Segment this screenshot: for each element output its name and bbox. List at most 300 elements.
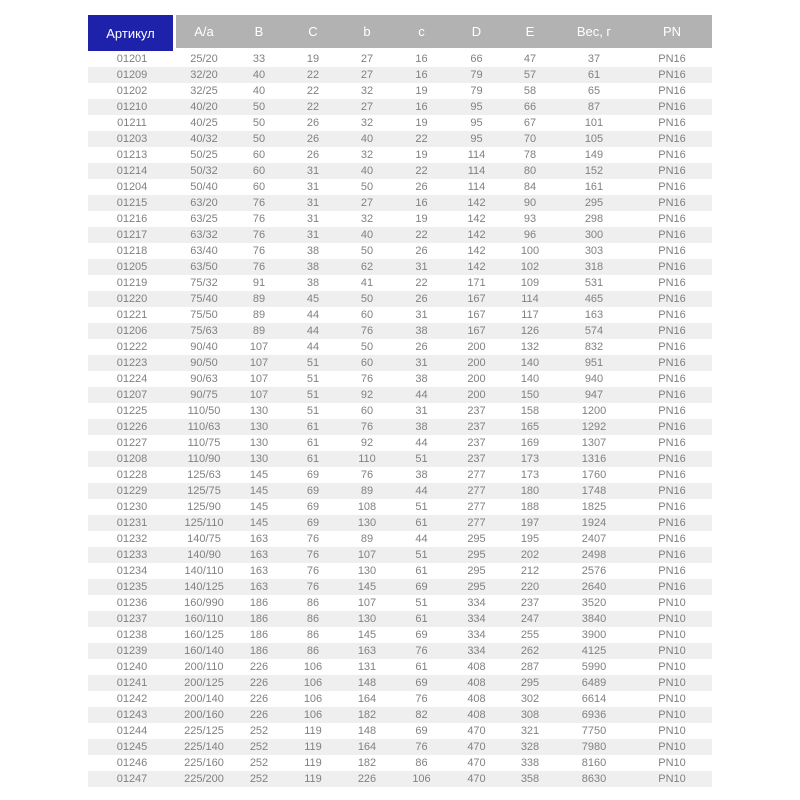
cell-artikul: 01240	[116, 661, 148, 673]
cell-b-upper: 145	[249, 485, 269, 497]
cell-c-lower: 82	[415, 709, 428, 721]
table-row	[88, 643, 712, 659]
cell-artikul: 01243	[116, 709, 148, 721]
cell-pn: PN16	[658, 53, 686, 65]
cell-a-over-a: 40/25	[190, 117, 218, 129]
cell-d: 95	[470, 101, 483, 113]
cell-b-upper: 252	[249, 773, 269, 785]
cell-weight: 163	[584, 309, 604, 321]
cell-d: 237	[467, 405, 486, 417]
cell-c-lower: 44	[415, 437, 428, 449]
cell-pn: PN16	[658, 485, 686, 497]
cell-b-lower: 50	[360, 293, 374, 305]
cell-pn: PN16	[658, 389, 686, 401]
cell-b-lower: 40	[360, 229, 374, 241]
cell-c-upper: 76	[306, 549, 320, 561]
cell-weight: 37	[587, 53, 601, 65]
cell-artikul: 01237	[116, 613, 148, 625]
cell-artikul: 01232	[116, 533, 148, 545]
cell-artikul: 01242	[116, 693, 148, 705]
cell-a-over-a: 63/20	[190, 197, 218, 209]
cell-e: 165	[520, 421, 540, 433]
cell-artikul: 01228	[116, 469, 148, 481]
cell-d: 66	[470, 53, 483, 65]
cell-b-lower: 163	[357, 645, 377, 657]
cell-b-upper: 50	[252, 101, 266, 113]
cell-b-lower: 107	[357, 549, 377, 561]
table-row	[88, 211, 712, 227]
table-row	[88, 83, 712, 99]
cell-b-upper: 76	[252, 213, 266, 225]
cell-c-upper: 86	[306, 597, 320, 609]
table-row	[88, 131, 712, 147]
cell-b-lower: 27	[360, 53, 374, 65]
cell-c-upper: 45	[306, 293, 320, 305]
cell-e: 126	[520, 325, 540, 337]
cell-e: 180	[520, 485, 540, 497]
cell-a-over-a: 90/63	[190, 373, 218, 385]
cell-c-upper: 106	[303, 661, 323, 673]
cell-b-upper: 76	[252, 229, 266, 241]
cell-b-lower: 89	[360, 485, 374, 497]
cell-b-lower: 32	[360, 149, 374, 161]
cell-pn: PN16	[658, 421, 686, 433]
cell-e: 57	[523, 69, 537, 81]
cell-c-upper: 31	[306, 165, 320, 177]
cell-d: 114	[467, 181, 486, 193]
cell-b-upper: 145	[249, 501, 269, 513]
cell-b-upper: 130	[249, 453, 269, 465]
cell-c-lower: 61	[415, 661, 428, 673]
column-header-c-upper: C	[286, 15, 340, 51]
cell-a-over-a: 160/125	[184, 629, 224, 641]
cell-e: 84	[523, 181, 537, 193]
table-row	[88, 99, 712, 115]
cell-d: 95	[470, 133, 483, 145]
cell-e: 90	[523, 197, 537, 209]
cell-c-upper: 61	[306, 437, 320, 449]
cell-d: 171	[467, 277, 486, 289]
cell-b-upper: 60	[252, 149, 266, 161]
cell-d: 200	[467, 341, 486, 353]
cell-d: 114	[467, 165, 486, 177]
cell-e: 100	[520, 245, 540, 257]
cell-d: 142	[467, 229, 486, 241]
cell-c-lower: 22	[415, 229, 428, 241]
cell-b-lower: 62	[360, 261, 374, 273]
cell-weight: 1200	[581, 405, 607, 417]
cell-b-lower: 60	[360, 309, 374, 321]
cell-pn: PN16	[658, 181, 686, 193]
cell-e: 295	[520, 677, 540, 689]
cell-a-over-a: 140/90	[187, 549, 221, 561]
cell-d: 470	[467, 741, 486, 753]
cell-pn: PN10	[658, 677, 686, 689]
cell-b-lower: 92	[360, 389, 374, 401]
cell-artikul: 01241	[116, 677, 148, 689]
cell-b-upper: 60	[252, 165, 266, 177]
cell-b-lower: 76	[360, 469, 374, 481]
table-row	[88, 323, 712, 339]
cell-pn: PN16	[658, 341, 686, 353]
table-row	[88, 451, 712, 467]
cell-b-lower: 182	[357, 757, 377, 769]
cell-artikul: 01206	[116, 325, 148, 337]
cell-c-lower: 22	[415, 133, 428, 145]
cell-a-over-a: 160/140	[184, 645, 224, 657]
table-row	[88, 339, 712, 355]
cell-c-upper: 51	[306, 389, 320, 401]
column-header-c-lower: c	[394, 15, 449, 51]
cell-b-upper: 130	[249, 405, 269, 417]
header-row	[88, 15, 712, 51]
cell-b-lower: 110	[358, 453, 376, 465]
cell-c-lower: 51	[415, 597, 428, 609]
cell-a-over-a: 125/90	[187, 501, 221, 513]
cell-e: 58	[523, 85, 537, 97]
cell-pn: PN16	[658, 437, 686, 449]
cell-artikul: 01225	[116, 405, 148, 417]
cell-weight: 1316	[581, 453, 607, 465]
cell-weight: 2498	[581, 549, 607, 561]
cell-d: 79	[470, 85, 483, 97]
cell-b-upper: 40	[252, 69, 266, 81]
cell-b-lower: 76	[360, 325, 374, 337]
table-row	[88, 547, 712, 563]
cell-e: 78	[523, 149, 537, 161]
cell-d: 408	[467, 661, 486, 673]
cell-c-upper: 76	[306, 565, 320, 577]
cell-b-lower: 76	[360, 373, 374, 385]
cell-pn: PN10	[658, 741, 686, 753]
cell-artikul: 01227	[116, 437, 148, 449]
cell-artikul: 01224	[116, 373, 148, 385]
cell-b-lower: 130	[357, 565, 377, 577]
cell-c-upper: 69	[306, 469, 320, 481]
cell-b-lower: 226	[357, 773, 377, 785]
cell-artikul: 01236	[116, 597, 148, 609]
cell-d: 142	[467, 197, 486, 209]
cell-d: 79	[470, 69, 483, 81]
cell-b-upper: 76	[252, 261, 266, 273]
cell-weight: 940	[584, 373, 604, 385]
cell-b-lower: 32	[360, 85, 374, 97]
cell-c-upper: 44	[306, 325, 320, 337]
cell-c-upper: 61	[306, 453, 320, 465]
cell-d: 334	[467, 597, 486, 609]
cell-a-over-a: 63/32	[190, 229, 218, 241]
cell-b-lower: 32	[360, 117, 374, 129]
cell-weight: 318	[584, 261, 604, 273]
cell-d: 237	[467, 437, 486, 449]
cell-pn: PN10	[658, 597, 686, 609]
cell-b-lower: 60	[360, 405, 374, 417]
cell-b-lower: 40	[360, 133, 374, 145]
cell-a-over-a: 32/25	[190, 85, 218, 97]
cell-b-lower: 40	[360, 165, 374, 177]
cell-artikul: 01245	[116, 741, 148, 753]
cell-weight: 8630	[581, 773, 607, 785]
cell-b-upper: 226	[249, 709, 269, 721]
cell-artikul: 01208	[116, 453, 148, 465]
cell-b-upper: 186	[249, 645, 269, 657]
cell-weight: 574	[584, 325, 604, 337]
cell-b-upper: 226	[249, 677, 269, 689]
cell-c-lower: 38	[415, 469, 428, 481]
cell-artikul: 01219	[116, 277, 148, 289]
cell-artikul: 01204	[116, 181, 148, 193]
cell-b-upper: 33	[252, 53, 266, 65]
cell-e: 202	[520, 549, 540, 561]
cell-a-over-a: 32/20	[190, 69, 218, 81]
cell-e: 302	[520, 693, 540, 705]
cell-b-upper: 130	[249, 421, 269, 433]
cell-d: 237	[467, 453, 486, 465]
cell-e: 114	[521, 293, 539, 305]
cell-b-upper: 107	[249, 389, 269, 401]
cell-b-upper: 130	[249, 437, 269, 449]
table-header	[88, 15, 712, 51]
cell-e: 247	[520, 613, 540, 625]
cell-d: 167	[467, 293, 486, 305]
cell-b-lower: 148	[357, 725, 377, 737]
cell-pn: PN10	[658, 629, 686, 641]
cell-pn: PN10	[658, 613, 686, 625]
cell-b-lower: 145	[357, 581, 377, 593]
cell-weight: 105	[584, 133, 604, 145]
cell-c-lower: 16	[415, 69, 428, 81]
table-row	[88, 291, 712, 307]
cell-artikul: 01217	[116, 229, 148, 241]
cell-b-upper: 163	[249, 533, 269, 545]
cell-e: 212	[520, 565, 540, 577]
cell-weight: 8160	[581, 757, 607, 769]
cell-b-lower: 145	[357, 629, 377, 641]
cell-c-upper: 38	[306, 261, 320, 273]
cell-c-upper: 26	[306, 117, 320, 129]
cell-c-lower: 51	[415, 549, 428, 561]
cell-e: 158	[520, 405, 540, 417]
cell-c-lower: 61	[415, 565, 428, 577]
table-row	[88, 579, 712, 595]
cell-d: 95	[470, 117, 483, 129]
cell-e: 140	[520, 357, 540, 369]
table-row	[88, 723, 712, 739]
table-row	[88, 403, 712, 419]
table-row	[88, 515, 712, 531]
table-row	[88, 275, 712, 291]
cell-c-lower: 22	[415, 165, 428, 177]
cell-c-lower: 31	[415, 261, 428, 273]
cell-b-lower: 131	[357, 661, 377, 673]
column-header-weight: Вес, г	[556, 15, 632, 51]
cell-b-lower: 76	[360, 421, 374, 433]
cell-d: 295	[467, 581, 486, 593]
cell-weight: 87	[587, 101, 601, 113]
cell-weight: 65	[587, 85, 601, 97]
cell-weight: 2576	[581, 565, 607, 577]
cell-artikul: 01226	[116, 421, 148, 433]
cell-c-upper: 86	[306, 629, 320, 641]
cell-c-lower: 16	[415, 53, 428, 65]
cell-a-over-a: 63/40	[190, 245, 218, 257]
cell-a-over-a: 110/90	[187, 453, 221, 465]
cell-c-lower: 26	[415, 341, 428, 353]
cell-pn: PN16	[658, 325, 686, 337]
cell-c-lower: 16	[415, 101, 428, 113]
table-row	[88, 659, 712, 675]
cell-pn: PN16	[658, 277, 686, 289]
cell-d: 334	[467, 629, 486, 641]
cell-c-lower: 106	[412, 773, 431, 785]
cell-b-upper: 107	[249, 341, 269, 353]
table-body	[88, 51, 712, 787]
cell-b-upper: 60	[252, 181, 266, 193]
cell-e: 80	[523, 165, 537, 177]
cell-weight: 531	[584, 277, 604, 289]
cell-c-lower: 44	[415, 533, 428, 545]
cell-c-upper: 106	[303, 709, 323, 721]
cell-d: 470	[467, 773, 486, 785]
cell-artikul: 01214	[116, 165, 148, 177]
table-row	[88, 243, 712, 259]
cell-d: 277	[467, 517, 486, 529]
cell-a-over-a: 200/110	[184, 661, 224, 673]
cell-e: 117	[521, 309, 539, 321]
cell-d: 277	[467, 485, 486, 497]
cell-b-lower: 27	[360, 101, 374, 113]
cell-weight: 7980	[581, 741, 607, 753]
cell-pn: PN10	[658, 725, 686, 737]
cell-c-upper: 119	[304, 773, 322, 785]
cell-a-over-a: 90/50	[190, 357, 218, 369]
cell-b-lower: 60	[360, 357, 374, 369]
cell-c-upper: 31	[306, 213, 320, 225]
cell-c-lower: 31	[415, 357, 428, 369]
cell-e: 132	[520, 341, 540, 353]
cell-c-lower: 61	[415, 613, 428, 625]
table-row	[88, 563, 712, 579]
cell-c-lower: 19	[415, 117, 428, 129]
cell-weight: 1760	[581, 469, 607, 481]
cell-b-upper: 50	[252, 117, 266, 129]
column-header-e: E	[504, 15, 556, 51]
cell-e: 173	[520, 469, 540, 481]
cell-pn: PN16	[658, 165, 686, 177]
cell-b-upper: 145	[249, 469, 269, 481]
cell-b-lower: 130	[357, 517, 377, 529]
cell-b-lower: 50	[360, 341, 374, 353]
cell-artikul: 01239	[116, 645, 148, 657]
cell-c-lower: 44	[415, 389, 428, 401]
column-header-b-upper: B	[232, 15, 286, 51]
cell-c-lower: 38	[415, 421, 428, 433]
cell-pn: PN10	[658, 709, 686, 721]
cell-a-over-a: 110/50	[187, 405, 221, 417]
cell-c-upper: 26	[306, 133, 320, 145]
cell-a-over-a: 63/25	[190, 213, 218, 225]
cell-a-over-a: 75/63	[190, 325, 218, 337]
cell-b-upper: 163	[249, 549, 269, 561]
cell-b-upper: 107	[249, 373, 269, 385]
cell-b-lower: 92	[360, 437, 374, 449]
cell-artikul: 01221	[116, 309, 148, 321]
cell-c-upper: 38	[306, 277, 320, 289]
cell-c-lower: 26	[415, 181, 428, 193]
column-header-d: D	[449, 15, 504, 51]
cell-c-lower: 51	[415, 501, 428, 513]
cell-weight: 1748	[581, 485, 607, 497]
cell-e: 150	[520, 389, 540, 401]
cell-b-lower: 130	[357, 613, 377, 625]
cell-d: 142	[467, 245, 486, 257]
cell-a-over-a: 50/32	[190, 165, 218, 177]
cell-artikul: 01223	[116, 357, 148, 369]
cell-c-lower: 51	[415, 453, 428, 465]
cell-e: 109	[520, 277, 540, 289]
cell-b-lower: 50	[360, 245, 374, 257]
cell-artikul: 01216	[116, 213, 148, 225]
cell-e: 197	[520, 517, 540, 529]
cell-c-upper: 51	[306, 357, 320, 369]
table-row	[88, 691, 712, 707]
cell-a-over-a: 125/63	[187, 469, 221, 481]
cell-weight: 7750	[581, 725, 607, 737]
cell-artikul: 01210	[116, 101, 148, 113]
table-row	[88, 675, 712, 691]
cell-artikul: 01211	[117, 117, 147, 129]
cell-b-lower: 41	[360, 277, 374, 289]
table-row	[88, 739, 712, 755]
cell-c-upper: 119	[304, 725, 322, 737]
cell-weight: 295	[584, 197, 604, 209]
cell-pn: PN16	[658, 149, 686, 161]
cell-weight: 5990	[581, 661, 607, 673]
cell-b-upper: 89	[252, 325, 266, 337]
cell-pn: PN16	[658, 469, 686, 481]
cell-pn: PN10	[658, 661, 686, 673]
cell-weight: 303	[584, 245, 604, 257]
cell-weight: 951	[584, 357, 604, 369]
cell-weight: 161	[584, 181, 604, 193]
cell-d: 408	[467, 677, 486, 689]
cell-e: 308	[520, 709, 540, 721]
cell-b-lower: 89	[360, 533, 374, 545]
cell-e: 237	[520, 597, 540, 609]
cell-b-upper: 89	[252, 293, 266, 305]
cell-c-upper: 51	[306, 373, 320, 385]
cell-e: 262	[520, 645, 540, 657]
cell-b-upper: 50	[252, 133, 266, 145]
cell-c-upper: 86	[306, 613, 320, 625]
cell-c-lower: 22	[415, 277, 428, 289]
cell-c-lower: 69	[415, 629, 428, 641]
cell-a-over-a: 200/160	[184, 709, 224, 721]
cell-weight: 1825	[581, 501, 607, 513]
cell-a-over-a: 160/110	[184, 613, 224, 625]
cell-a-over-a: 75/50	[190, 309, 218, 321]
cell-b-upper: 163	[249, 565, 269, 577]
cell-artikul: 01244	[116, 725, 148, 737]
cell-artikul: 01209	[116, 69, 148, 81]
cell-weight: 1924	[581, 517, 607, 529]
cell-c-upper: 26	[306, 149, 320, 161]
cell-b-upper: 107	[249, 357, 269, 369]
cell-a-over-a: 200/125	[184, 677, 224, 689]
cell-c-lower: 86	[415, 757, 428, 769]
cell-c-lower: 69	[415, 725, 428, 737]
cell-d: 237	[467, 421, 486, 433]
